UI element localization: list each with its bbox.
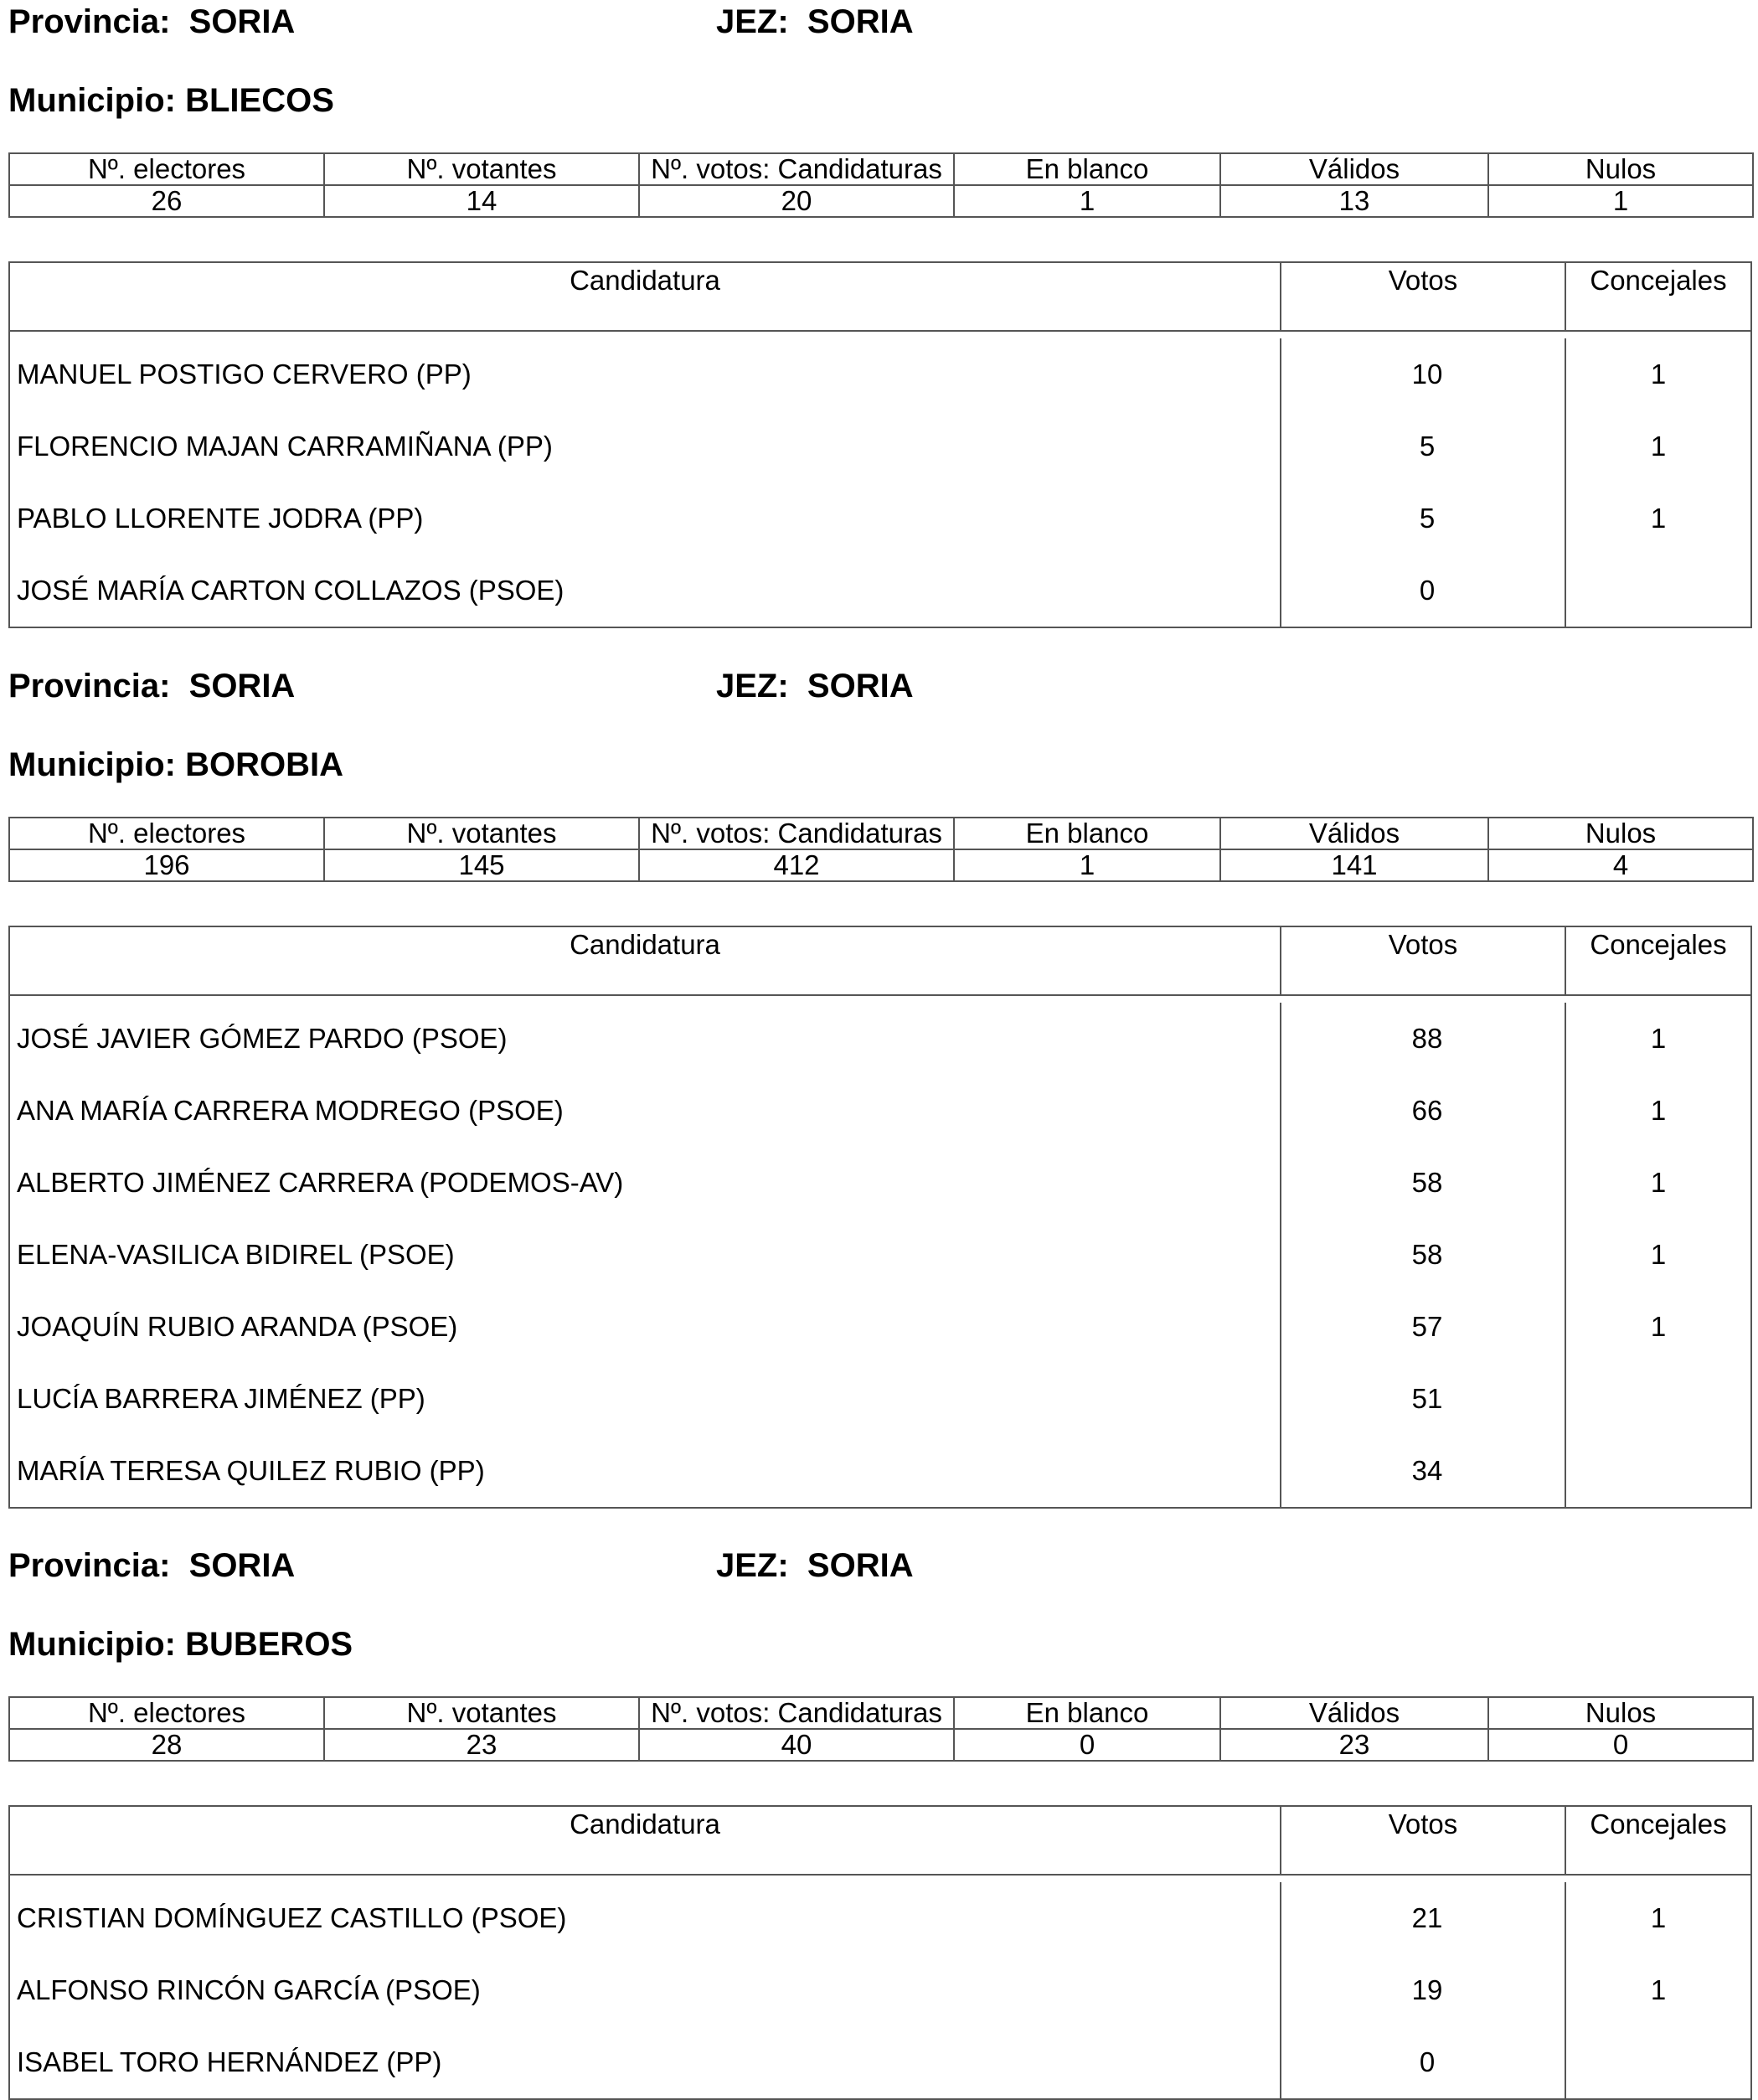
- stats-value-cell: 412: [639, 849, 954, 881]
- provincia-label: Provincia:: [8, 3, 171, 40]
- candidate-name: LUCÍA BARRERA JIMÉNEZ (PP): [10, 1363, 1281, 1435]
- candidate-row: [10, 1363, 1750, 1435]
- stats-header-cell: Nº. votos: Candidaturas: [639, 1697, 954, 1729]
- candidate-concejales: 1: [1650, 1311, 1667, 1342]
- candidate-row: [10, 338, 1750, 410]
- stats-header-cell: En blanco: [954, 153, 1220, 185]
- candidate-votos-value: 21: [1411, 1902, 1443, 1933]
- stats-header-row: [9, 153, 1753, 185]
- candidate-name: ANA MARÍA CARRERA MODREGO (PSOE): [10, 1075, 1281, 1147]
- stats-header-cell: En blanco: [954, 1697, 1220, 1729]
- candidates-table: [8, 1805, 1752, 2100]
- jez-value: SORIA: [807, 3, 914, 40]
- candidate-votos: [1281, 1435, 1566, 1507]
- stats-header-row: [9, 818, 1753, 849]
- provincia-value: SORIA: [188, 3, 296, 40]
- candidates-header-cell: Votos: [1281, 1807, 1566, 1874]
- candidate-votos: [1281, 1075, 1566, 1147]
- candidate-votos-value: 57: [1411, 1311, 1443, 1342]
- stats-header-cell: Nº. votos: Candidaturas: [639, 818, 954, 849]
- candidate-name: FLORENCIO MAJAN CARRAMIÑANA (PP): [10, 410, 1281, 482]
- stats-value-cell: 1: [1488, 185, 1753, 217]
- candidates-header-cell: Candidatura: [10, 263, 1281, 330]
- candidate-name: PABLO LLORENTE JODRA (PP): [10, 482, 1281, 555]
- municipio-label: Municipio:: [8, 1626, 176, 1663]
- provincia-value: SORIA: [188, 1547, 296, 1584]
- candidates-header-row: [10, 1807, 1750, 1876]
- candidate-concejales: [1566, 1435, 1750, 1507]
- candidate-votos: [1281, 2026, 1566, 2098]
- municipio-label: Municipio:: [8, 82, 176, 119]
- stats-value-cell: 13: [1220, 185, 1488, 217]
- candidate-votos: [1281, 1291, 1566, 1363]
- provincia-label: Provincia:: [8, 1547, 171, 1584]
- candidate-concejales: [1566, 2026, 1750, 2098]
- stats-table: [8, 1696, 1754, 1762]
- candidate-votos-value: 58: [1411, 1239, 1443, 1270]
- stats-value-cell: 1: [954, 849, 1220, 881]
- candidates-header-cell: Candidatura: [10, 1807, 1281, 1874]
- candidates-header-cell: Votos: [1281, 927, 1566, 994]
- candidates-header-cell: Concejales: [1590, 929, 1727, 960]
- candidate-votos-value: 0: [1419, 2046, 1436, 2077]
- candidate-votos-value: 58: [1411, 1167, 1443, 1198]
- candidate-votos: [1281, 1882, 1566, 1954]
- candidates-header-cell: Concejales: [1590, 1808, 1727, 1839]
- municipio-heading: [8, 745, 343, 785]
- stats-header-cell: En blanco: [954, 818, 1220, 849]
- candidate-concejales: 1: [1650, 503, 1667, 534]
- stats-header-cell: Nulos: [1488, 153, 1753, 185]
- candidate-row: [10, 1003, 1750, 1075]
- candidate-row: [10, 1435, 1750, 1507]
- jez-label: JEZ:: [716, 3, 789, 40]
- stats-header-cell: Nulos: [1488, 1697, 1753, 1729]
- jez-label: JEZ:: [716, 668, 789, 704]
- provincia-heading: [8, 1545, 295, 1586]
- municipio-heading: [8, 80, 334, 121]
- candidates-header-row: [10, 927, 1750, 996]
- candidate-votos: [1281, 555, 1566, 627]
- stats-header-row: [9, 1697, 1753, 1729]
- candidate-votos: [1281, 1003, 1566, 1075]
- stats-value-cell: 26: [9, 185, 324, 217]
- stats-value-cell: 28: [9, 1729, 324, 1761]
- candidate-votos-value: 19: [1411, 1974, 1443, 2005]
- municipio-value: BUBEROS: [185, 1626, 353, 1663]
- candidate-votos-value: 51: [1411, 1383, 1443, 1414]
- stats-value-row: [9, 1729, 1753, 1761]
- stats-value-cell: 145: [324, 849, 639, 881]
- candidate-name: JOSÉ JAVIER GÓMEZ PARDO (PSOE): [10, 1003, 1281, 1075]
- candidate-row: [10, 482, 1750, 555]
- candidate-votos: [1281, 410, 1566, 482]
- stats-header-cell: Nº. electores: [9, 818, 324, 849]
- candidate-votos-value: 5: [1419, 503, 1436, 534]
- candidate-row: [10, 1075, 1750, 1147]
- jez-heading: [716, 1545, 914, 1586]
- candidate-row: [10, 410, 1750, 482]
- candidate-votos: [1281, 338, 1566, 410]
- municipio-value: BLIECOS: [185, 82, 334, 119]
- candidates-body: [10, 1876, 1750, 2098]
- candidate-name: MARÍA TERESA QUILEZ RUBIO (PP): [10, 1435, 1281, 1507]
- candidate-row: [10, 1291, 1750, 1363]
- candidate-votos: [1281, 1147, 1566, 1219]
- candidates-header-cell: Candidatura: [10, 927, 1281, 994]
- candidate-name: JOAQUÍN RUBIO ARANDA (PSOE): [10, 1291, 1281, 1363]
- stats-header-cell: Nº. electores: [9, 153, 324, 185]
- municipio-label: Municipio:: [8, 746, 176, 783]
- municipio-value: BOROBIA: [185, 746, 343, 783]
- stats-value-cell: 14: [324, 185, 639, 217]
- candidate-concejales: [1566, 555, 1750, 627]
- stats-value-cell: 23: [324, 1729, 639, 1761]
- candidate-votos: [1281, 1363, 1566, 1435]
- stats-header-cell: Nulos: [1488, 818, 1753, 849]
- provincia-heading: [8, 2, 295, 42]
- candidate-concejales: 1: [1650, 1902, 1667, 1933]
- stats-value-cell: 40: [639, 1729, 954, 1761]
- candidate-votos: [1281, 482, 1566, 555]
- stats-value-cell: 196: [9, 849, 324, 881]
- candidate-row: [10, 2026, 1750, 2098]
- stats-table: [8, 152, 1754, 218]
- candidate-votos-value: 88: [1411, 1023, 1443, 1054]
- candidate-row: [10, 1954, 1750, 2026]
- candidate-name: JOSÉ MARÍA CARTON COLLAZOS (PSOE): [10, 555, 1281, 627]
- stats-header-cell: Válidos: [1220, 1697, 1488, 1729]
- candidate-concejales: 1: [1650, 431, 1667, 462]
- stats-header-cell: Nº. votantes: [324, 818, 639, 849]
- stats-value-cell: 0: [1488, 1729, 1753, 1761]
- stats-header-cell: Nº. votos: Candidaturas: [639, 153, 954, 185]
- candidates-table: [8, 926, 1752, 1509]
- candidate-concejales: 1: [1650, 1095, 1667, 1126]
- stats-header-cell: Válidos: [1220, 818, 1488, 849]
- candidate-concejales: 1: [1650, 1974, 1667, 2005]
- candidate-name: MANUEL POSTIGO CERVERO (PP): [10, 338, 1281, 410]
- candidate-name: CRISTIAN DOMÍNGUEZ CASTILLO (PSOE): [10, 1882, 1281, 1954]
- candidate-name: ELENA-VASILICA BIDIREL (PSOE): [10, 1219, 1281, 1291]
- stats-header-cell: Válidos: [1220, 153, 1488, 185]
- stats-value-cell: 0: [954, 1729, 1220, 1761]
- candidate-concejales: 1: [1650, 359, 1667, 390]
- candidate-votos-value: 34: [1411, 1455, 1443, 1486]
- candidate-row: [10, 555, 1750, 627]
- candidate-votos-value: 0: [1419, 575, 1436, 606]
- candidate-name: ISABEL TORO HERNÁNDEZ (PP): [10, 2026, 1281, 2098]
- stats-header-cell: Nº. electores: [9, 1697, 324, 1729]
- stats-table: [8, 817, 1754, 882]
- candidate-votos-value: 5: [1419, 431, 1436, 462]
- jez-value: SORIA: [807, 1547, 914, 1584]
- provincia-heading: [8, 666, 295, 706]
- candidate-votos: [1281, 1954, 1566, 2026]
- stats-value-cell: 141: [1220, 849, 1488, 881]
- jez-heading: [716, 2, 914, 42]
- candidate-row: [10, 1219, 1750, 1291]
- candidate-votos-value: 10: [1411, 359, 1443, 390]
- jez-value: SORIA: [807, 668, 914, 704]
- candidates-header-cell: Concejales: [1590, 265, 1727, 296]
- candidate-row: [10, 1147, 1750, 1219]
- stats-value-cell: 20: [639, 185, 954, 217]
- candidate-concejales: 1: [1650, 1023, 1667, 1054]
- stats-value-row: [9, 849, 1753, 881]
- candidate-concejales: 1: [1650, 1167, 1667, 1198]
- candidate-concejales: [1566, 1363, 1750, 1435]
- candidate-concejales: 1: [1650, 1239, 1667, 1270]
- stats-value-cell: 1: [954, 185, 1220, 217]
- jez-label: JEZ:: [716, 1547, 789, 1584]
- candidates-body: [10, 996, 1750, 1507]
- jez-heading: [716, 666, 914, 706]
- candidates-header-row: [10, 263, 1750, 332]
- candidate-name: ALFONSO RINCÓN GARCÍA (PSOE): [10, 1954, 1281, 2026]
- provincia-value: SORIA: [188, 668, 296, 704]
- municipio-heading: [8, 1624, 353, 1664]
- candidate-votos-value: 66: [1411, 1095, 1443, 1126]
- stats-header-cell: Nº. votantes: [324, 1697, 639, 1729]
- stats-value-row: [9, 185, 1753, 217]
- candidates-header-cell: Votos: [1281, 263, 1566, 330]
- candidates-body: [10, 332, 1750, 627]
- stats-header-cell: Nº. votantes: [324, 153, 639, 185]
- candidate-votos: [1281, 1219, 1566, 1291]
- candidate-name: ALBERTO JIMÉNEZ CARRERA (PODEMOS-AV): [10, 1147, 1281, 1219]
- stats-value-cell: 4: [1488, 849, 1753, 881]
- stats-value-cell: 23: [1220, 1729, 1488, 1761]
- candidate-row: [10, 1882, 1750, 1954]
- candidates-table: [8, 261, 1752, 628]
- provincia-label: Provincia:: [8, 668, 171, 704]
